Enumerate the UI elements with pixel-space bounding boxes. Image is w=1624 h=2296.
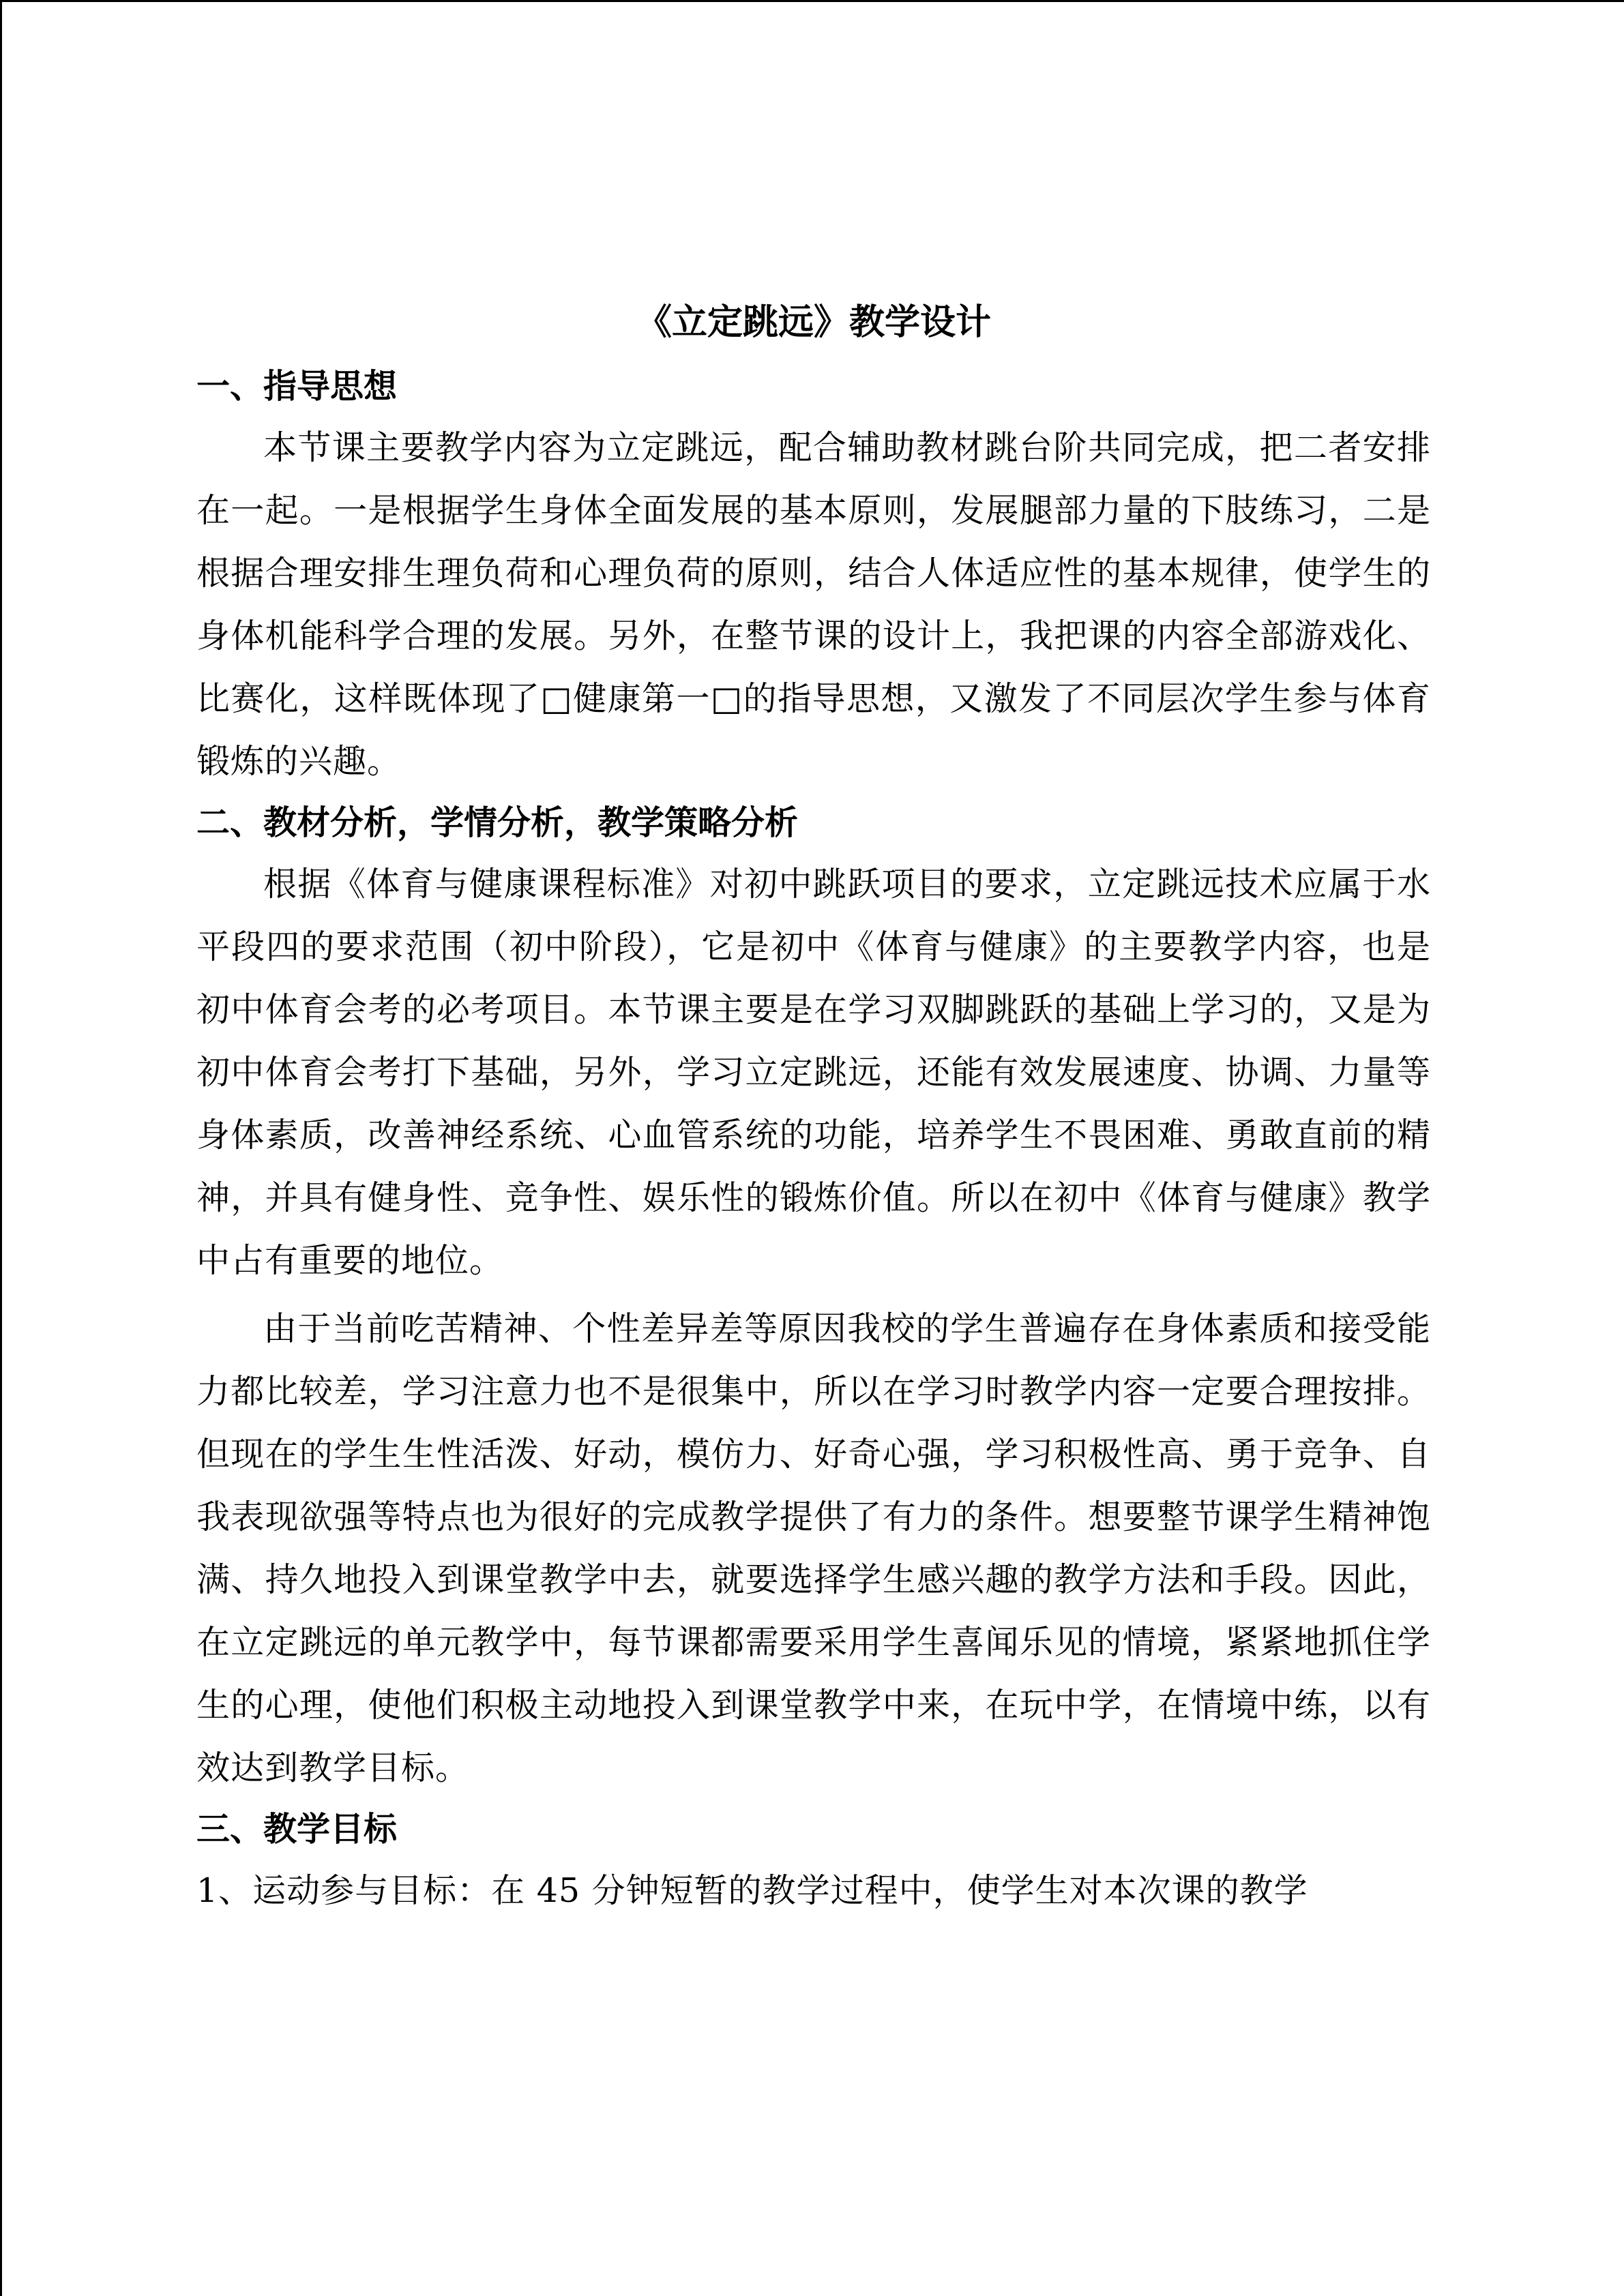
paragraph-textbook-analysis: 根据《体育与健康课程标准》对初中跳跃项目的要求，立定跳远技术应属于水平段四的要求范围（初中阶段），它是初中《体育与健康》的主要教学内容，也是初中体育会考的必考项目。本节课主要是在学习双脚跳跃的基础上学习的，又是为初中体育会考打下基础，另外，学习立定跳远，还能有效发展速度、协调、力量等身体素质，改善神经系统、心血管系统的功能，培养学生不畏困难、勇敢直前的精神，并具有健身性、竞争性、娱乐性的锻炼价值。所以在初中《体育与健康》教学中占有重要的地位。: [196, 865, 1431, 1280]
paragraph-student-analysis: 由于当前吃苦精神、个性差异差等原因我校的学生普遍存在身体素质和接受能力都比较差，学习注意力也不是很集中，所以在学习时教学内容一定要合理按排。但现在的学生生性活泼、好动，模仿力、好奇心强，学习积极性高、勇于竞争、自我表现欲强等特点也为很好的完成教学提供了有力的条件。想要整节课学生精神饱满、持久地投入到课堂教学中去，就要选择学生感兴趣的教学方法和手段。因此，在立定跳远的单元教学中，每节课都需要采用学生喜闻乐见的情境，紧紧地抓住学生的心理，使他们积极主动地投入到课堂教学中来，在玩中学，在情境中练，以有效达到教学目标。: [196, 1309, 1431, 1787]
section-heading-teaching-goals: 三、教学目标: [196, 1810, 398, 1849]
document-body: [196, 288, 1431, 1922]
document-title: 《立定跳远》教学设计: [636, 302, 991, 343]
section-heading-guiding-ideology: 一、指导思想: [196, 367, 398, 406]
section-heading-analysis: 二、教材分析，学情分析，教学策略分析: [196, 803, 799, 842]
paragraph-guiding-ideology: 本节课主要教学内容为立定跳远，配合辅助教材跳台阶共同完成，把二者安排在一起。一是根据学生身体全面发展的基本原则，发展腿部力量的下肢练习，二是根据合理安排生理负荷和心理负荷的原则，结合人体适应性的基本规律，使学生的身体机能科学合理的发展。另外，在整节课的设计上，我把课的内容全部游戏化、比赛化，这样既体现了□健康第一□的指导思想，又激发了不同层次学生参与体育锻炼的兴趣。: [196, 428, 1431, 781]
paragraph-participation-goal: 1、运动参与目标：在 45 分钟短暂的教学过程中，使学生对本次课的教学: [196, 1871, 1308, 1910]
